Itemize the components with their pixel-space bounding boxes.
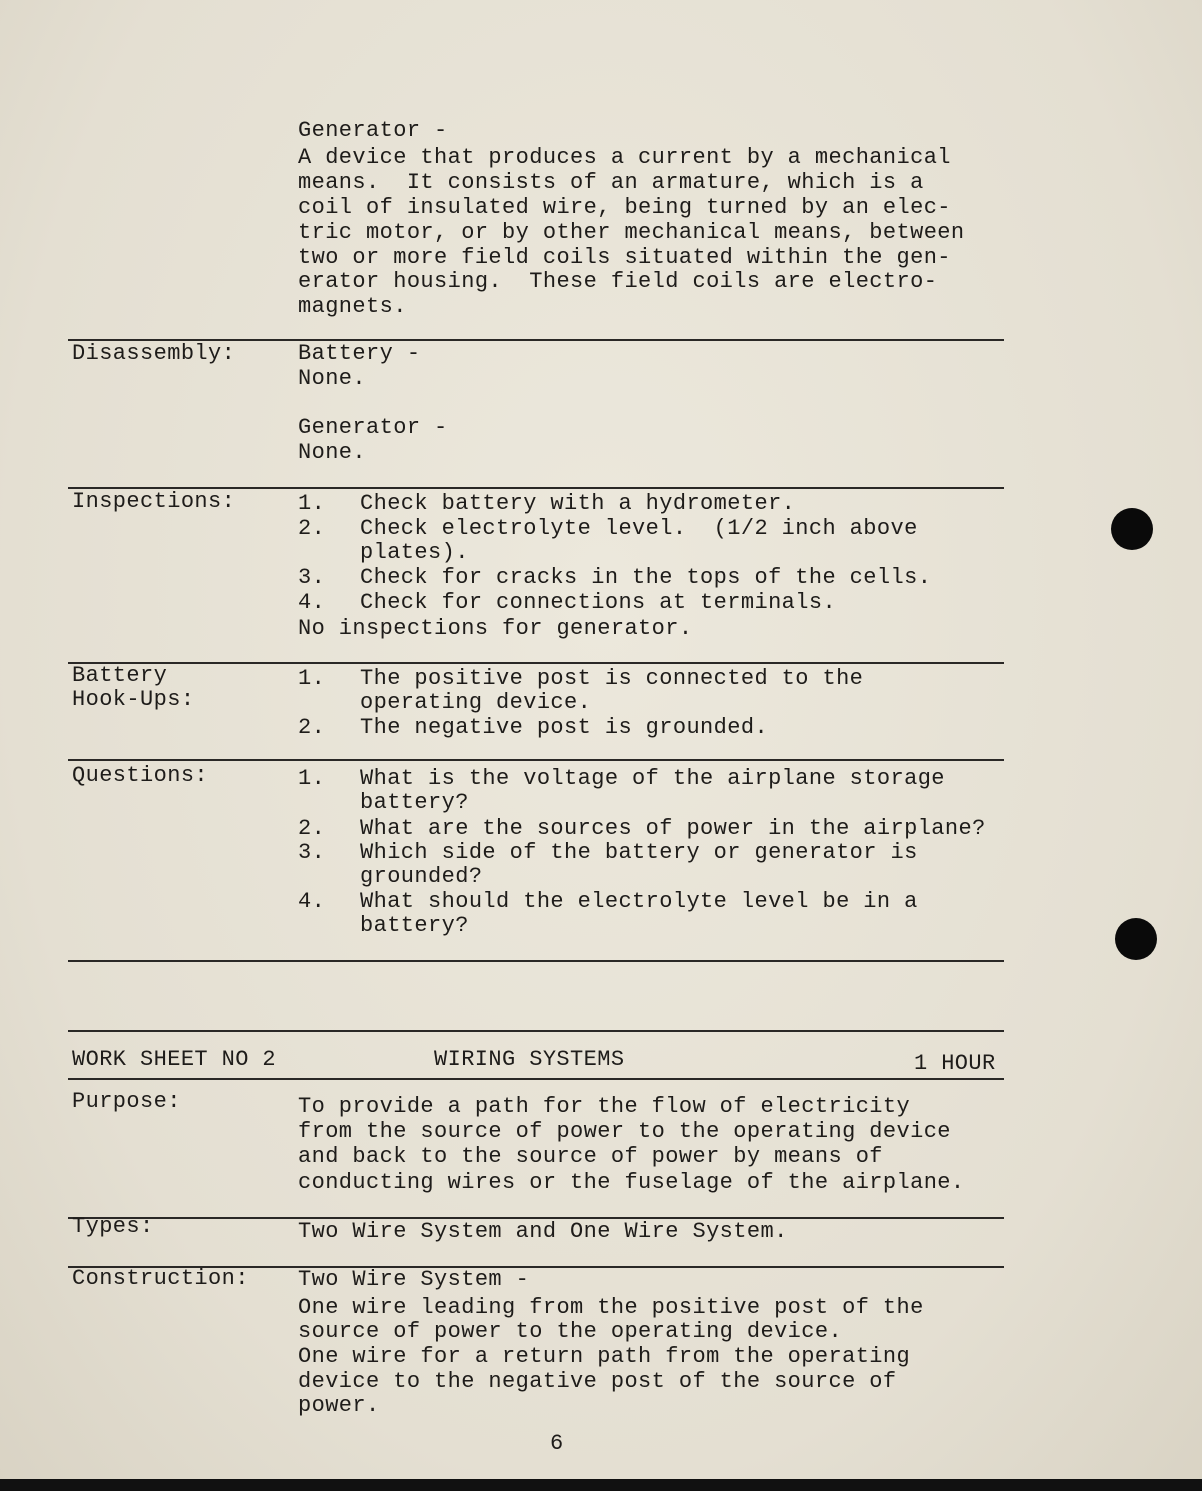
list-number: 2. [298,715,326,740]
list-item: battery? [360,790,469,815]
generator-def-line: coil of insulated wire, being turned by an elec- [298,195,951,220]
list-item: Check for connections at terminals. [360,590,837,615]
worksheet-number: WORK SHEET NO 2 [72,1047,277,1072]
generator-def-line: erator housing. These field coils are electro- [298,269,938,294]
list-number: 1. [298,491,326,516]
purpose-line: from the source of power to the operating device [298,1119,951,1144]
questions-label: Questions: [72,763,209,788]
types-text: Two Wire System and One Wire System. [298,1219,788,1244]
worksheet-duration: 1 HOUR [914,1051,996,1076]
list-item: operating device. [360,690,592,715]
list-number: 2. [298,516,326,541]
inspections-note: No inspections for generator. [298,616,693,641]
list-number: 3. [298,565,326,590]
list-item: What are the sources of power in the airplane? [360,816,986,841]
list-item: battery? [360,913,469,938]
purpose-line: conducting wires or the fuselage of the airplane. [298,1170,965,1195]
construction-line: One wire leading from the positive post of the [298,1295,924,1320]
binder-hole [1111,508,1153,550]
disassembly-label: Disassembly: [72,341,236,366]
construction-label: Construction: [72,1266,249,1291]
purpose-label: Purpose: [72,1089,181,1114]
list-item: Check electrolyte level. (1/2 inch above [360,516,918,541]
inspections-label: Inspections: [72,489,236,514]
list-item: Which side of the battery or generator is [360,840,918,865]
generator-def-line: means. It consists of an armature, which is a [298,170,924,195]
section-divider [68,1078,1004,1080]
list-item: The positive post is connected to the [360,666,864,691]
list-number: 4. [298,889,326,914]
page-number: 6 [550,1431,564,1456]
construction-line: device to the negative post of the source of [298,1369,897,1394]
list-item: Check for cracks in the tops of the cells. [360,565,932,590]
scan-edge [0,1479,1202,1491]
generator-def-line: A device that produces a current by a mechanical [298,145,951,170]
disassembly-generator-heading: Generator - [298,415,448,440]
list-item: What is the voltage of the airplane storage [360,766,945,791]
disassembly-battery-text: None. [298,366,367,391]
construction-line: source of power to the operating device. [298,1319,843,1344]
disassembly-generator-text: None. [298,440,367,465]
purpose-line: To provide a path for the flow of electricity [298,1094,911,1119]
types-label: Types: [72,1214,154,1239]
binder-hole [1115,918,1157,960]
list-item: The negative post is grounded. [360,715,769,740]
section-divider [68,960,1004,962]
generator-def-line: two or more field coils situated within the gen- [298,245,951,270]
list-number: 3. [298,840,326,865]
list-number: 1. [298,666,326,691]
list-item: grounded? [360,864,483,889]
hookups-label: Battery [72,663,168,688]
list-number: 4. [298,590,326,615]
section-divider [68,759,1004,761]
construction-line: power. [298,1393,380,1418]
hookups-label: Hook-Ups: [72,687,195,712]
generator-def-line: tric motor, or by other mechanical means, between [298,220,965,245]
list-item: plates). [360,540,469,565]
generator-def-line: magnets. [298,294,407,319]
construction-heading: Two Wire System - [298,1267,530,1292]
section-divider [68,662,1004,664]
purpose-line: and back to the source of power by means of [298,1144,883,1169]
disassembly-battery-heading: Battery - [298,341,421,366]
section-divider [68,1030,1004,1032]
list-number: 1. [298,766,326,791]
list-item: Check battery with a hydrometer. [360,491,796,516]
generator-heading: Generator - [298,118,448,143]
list-number: 2. [298,816,326,841]
worksheet-title: WIRING SYSTEMS [434,1047,625,1072]
construction-line: One wire for a return path from the operating [298,1344,911,1369]
list-item: What should the electrolyte level be in a [360,889,918,914]
